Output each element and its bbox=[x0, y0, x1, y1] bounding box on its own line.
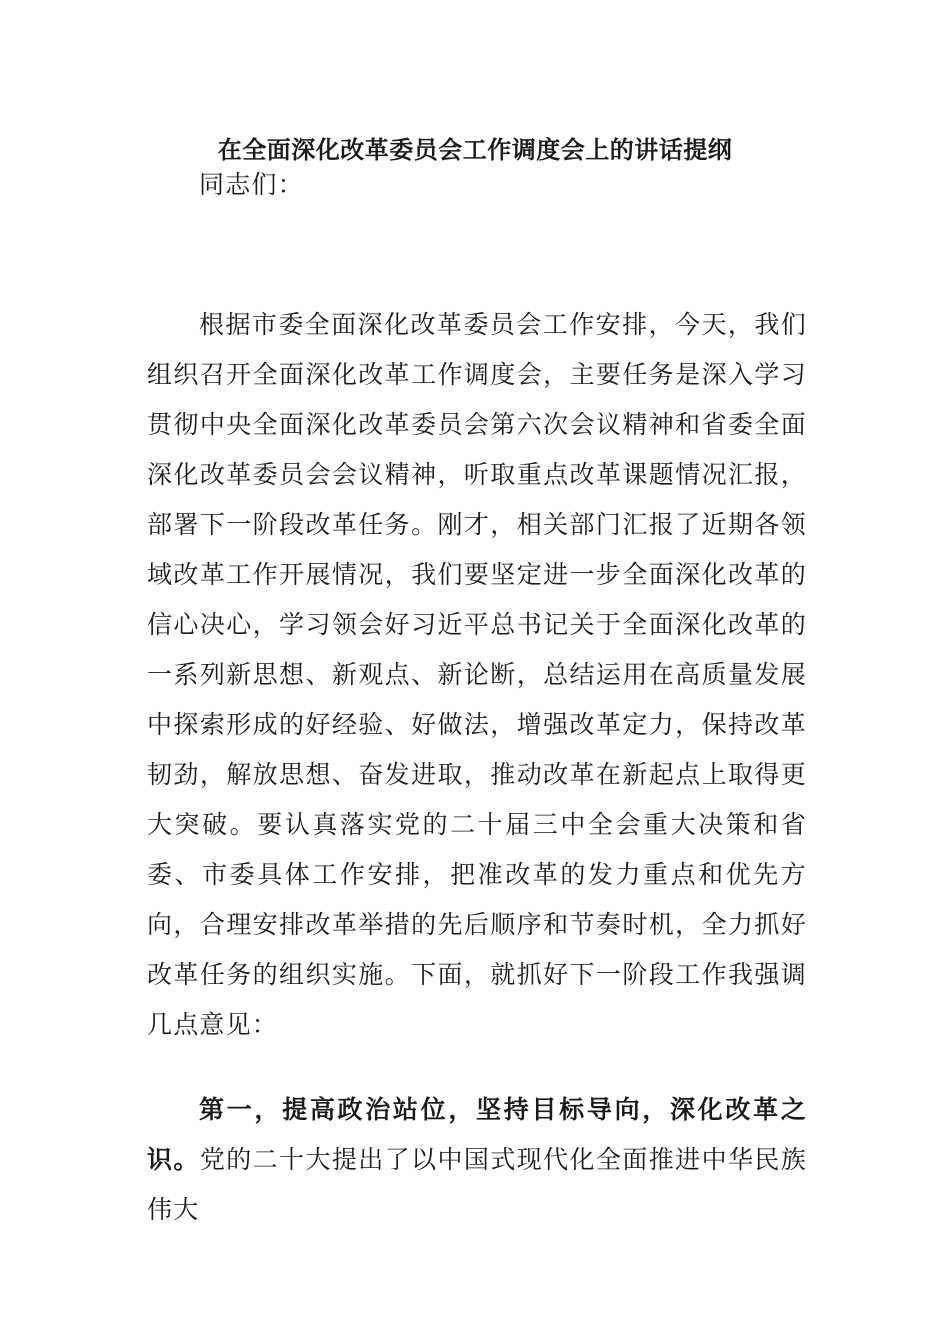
paragraph-intro: 根据市委全面深化改革委员会工作安排，今天，我们组织召开全面深化改革工作调度会，主要任务是深入学习贯彻中央全面深化改革委员会第六次会议精神和省委全面深化改革委员会会议精神，听取重点改革课题情况汇报，部署下一阶段改革任务。刚才，相关部门汇报了近期各领域改革工作开展情况，我们要坚定进一步全面深化改革的信心决心，学习领会好习近平总书记关于全面深化改革的一系列新思想、新观点、新论断，总结运用在高质量发展中探索形成的好经验、好做法，增强改革定力，保持改革韧劲，解放思想、奋发进取，推动改革在新起点上取得更大突破。要认真落实党的二十届三中全会重大决策和省委、市委具体工作安排，把准改革的发力重点和优先方向，合理安排改革举措的先后顺序和节奏时机，全力抓好改革任务的组织实施。下面，就抓好下一阶段工作我强调几点意见： bbox=[147, 310, 807, 1039]
paragraph-section-1 bbox=[147, 1085, 807, 1235]
greeting: 同志们： bbox=[199, 170, 304, 199]
section-heading: 第一，提高政治站位，坚持目标导向，深化改革之识。 bbox=[147, 1095, 807, 1174]
section-body: 党的二十大提出了以中国式现代化全面推进中华民族伟大 bbox=[147, 1145, 807, 1224]
document-title: 在全面深化改革委员会工作调度会上的讲话提纲 bbox=[217, 135, 733, 164]
